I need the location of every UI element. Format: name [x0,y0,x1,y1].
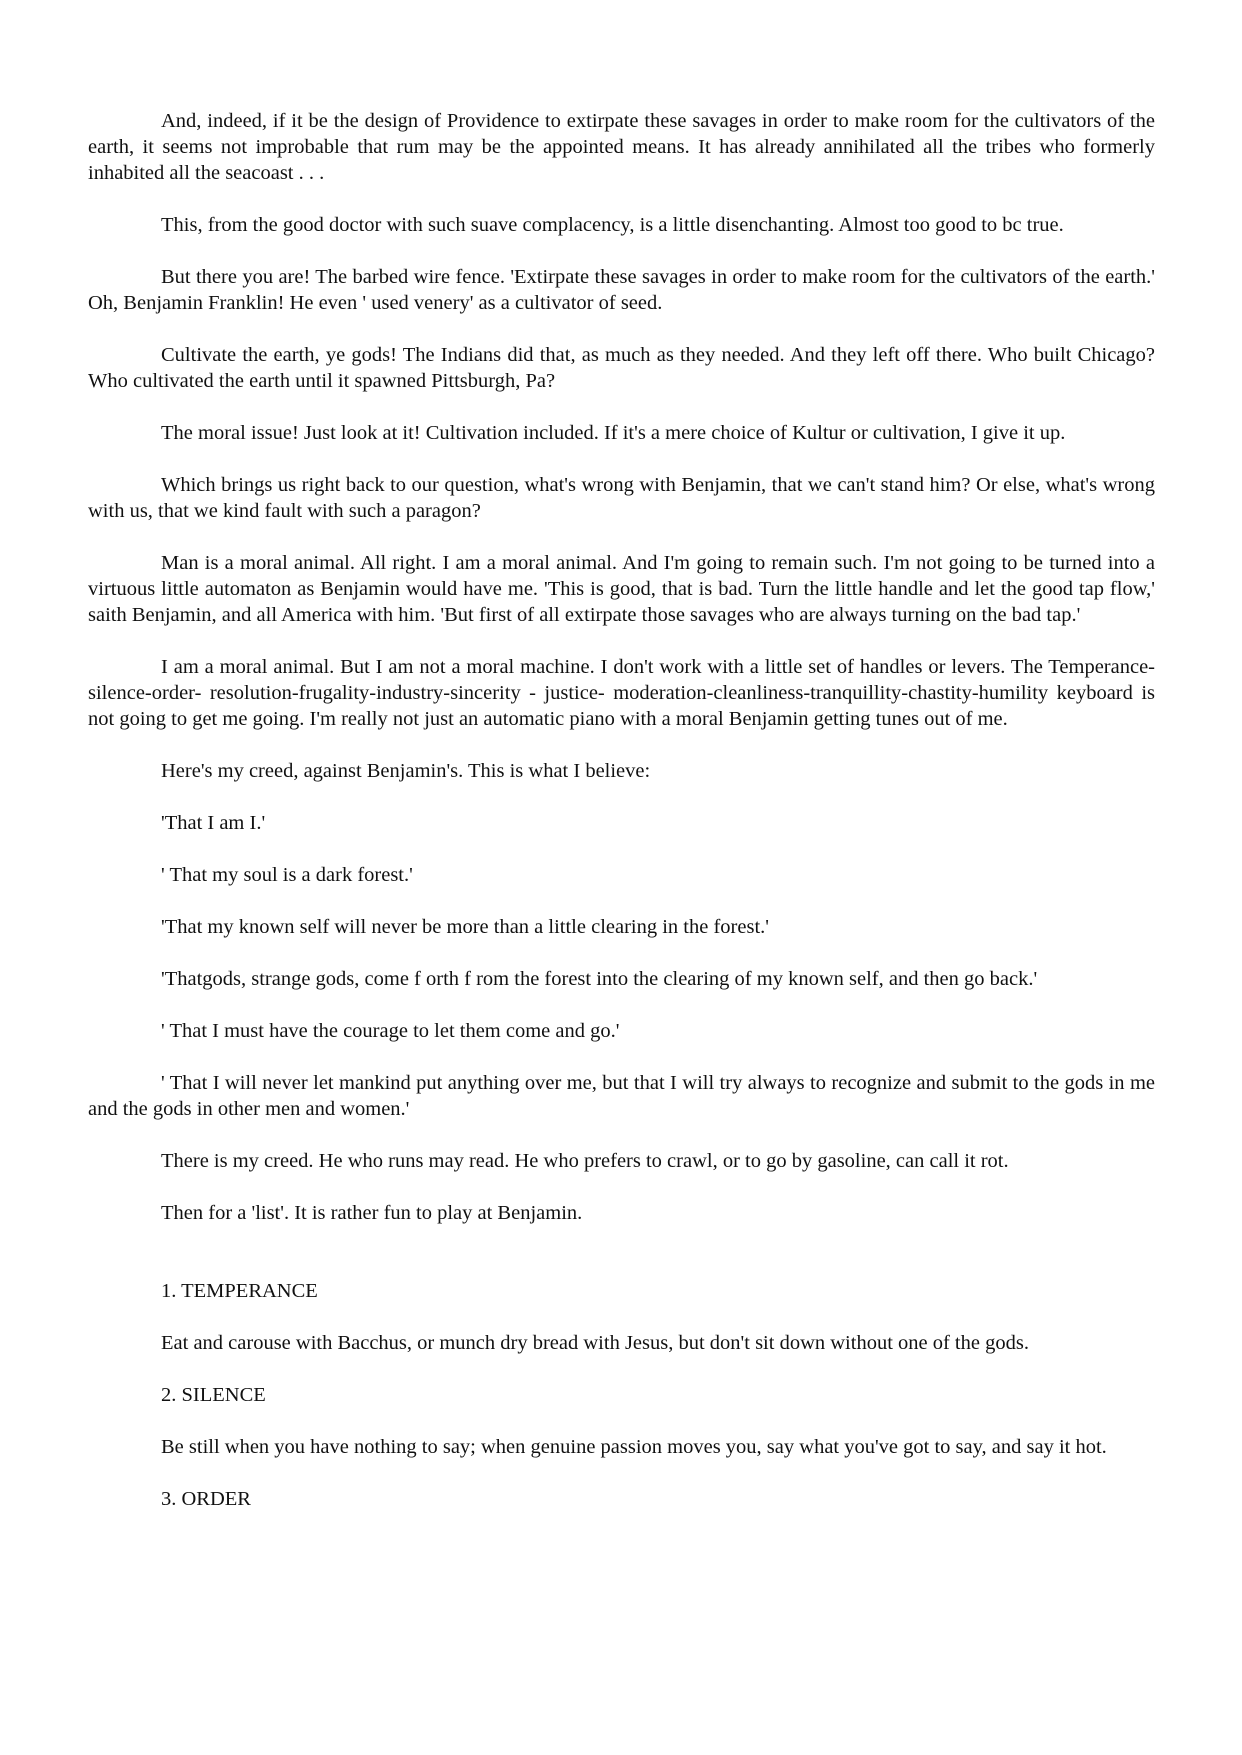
creed-item-5: ' That I must have the courage to let them come and go.' [161,1020,620,1042]
document-page [88,108,1155,1512]
paragraph-list-intro: Then for a 'list'. It is rather fun to play at Benjamin. [161,1202,583,1224]
paragraph-our-question: Which brings us right back to our question, what's wrong with Benjamin, that we can't stand him? Or else, what's wrong with us, that we kind fault with such a paragon? [88,474,1155,522]
creed-item-3: 'That my known self will never be more than a little clearing in the forest.' [161,916,769,938]
paragraph-disenchanting: This, from the good doctor with such suave complacency, is a little disenchanting. Almost too good to bc true. [161,214,1064,236]
creed-item-4: 'Thatgods, strange gods, come f orth f rom the forest into the clearing of my known self, and then go back.' [161,968,1038,990]
section-heading-silence: 2. SILENCE [161,1384,266,1406]
paragraph-silence: Be still when you have nothing to say; when genuine passion moves you, say what you've got to say, and say it hot. [161,1436,1107,1458]
paragraph-cultivate-earth: Cultivate the earth, ye gods! The Indians did that, as much as they needed. And they left off there. Who built Chicago? Who cultivated the earth until it spawned Pittsburgh, Pa? [88,344,1155,392]
paragraph-moral-issue: The moral issue! Just look at it! Cultivation included. If it's a mere choice of Kultur or cultivation, I give it up. [161,422,1066,444]
creed-item-1: 'That I am I.' [161,812,266,834]
paragraph-barbed-wire: But there you are! The barbed wire fence. 'Extirpate these savages in order to make room for the cultivators of the earth.' Oh, Benjamin Franklin! He even ' used venery' as a cultivator of seed. [88,266,1155,314]
paragraph-creed-intro: Here's my creed, against Benjamin's. This is what I believe: [161,760,651,782]
paragraph-moral-machine: I am a moral animal. But I am not a moral machine. I don't work with a little set of handles or levers. The Temperance- silence-order- resolution-frugality-industry-sincerity - justice- moderation-cleanliness-tranquillity-chastity-humility keyboard is not going to get me going. I'm really not just an automatic piano with a moral Benjamin getting tunes out of me. [88,656,1155,730]
paragraph-creed-summary: There is my creed. He who runs may read. He who prefers to crawl, or to go by gasoline, can call it rot. [161,1150,1009,1172]
creed-item-2: ' That my soul is a dark forest.' [161,864,413,886]
paragraph-quote-providence: And, indeed, if it be the design of Providence to extirpate these savages in order to make room for the cultivators of the earth, it seems not improbable that rum may be the appointed means. It has already annihilated all the tribes who formerly inhabited all the seacoast . . . [88,110,1155,184]
section-heading-order: 3. ORDER [161,1488,251,1510]
creed-item-6: ' That I will never let mankind put anything over me, but that I will try always to recognize and submit to the gods in me and the gods in other men and women.' [88,1072,1155,1120]
paragraph-moral-animal: Man is a moral animal. All right. I am a moral animal. And I'm going to remain such. I'm not going to be turned into a virtuous little automaton as Benjamin would have me. 'This is good, that is bad. Turn the little handle and let the good tap flow,' saith Benjamin, and all America with him. 'But first of all extirpate those savages who are always turning on the bad tap.' [88,552,1155,626]
section-heading-temperance: 1. TEMPERANCE [161,1280,318,1302]
paragraph-temperance: Eat and carouse with Bacchus, or munch dry bread with Jesus, but don't sit down without one of the gods. [161,1332,1029,1354]
